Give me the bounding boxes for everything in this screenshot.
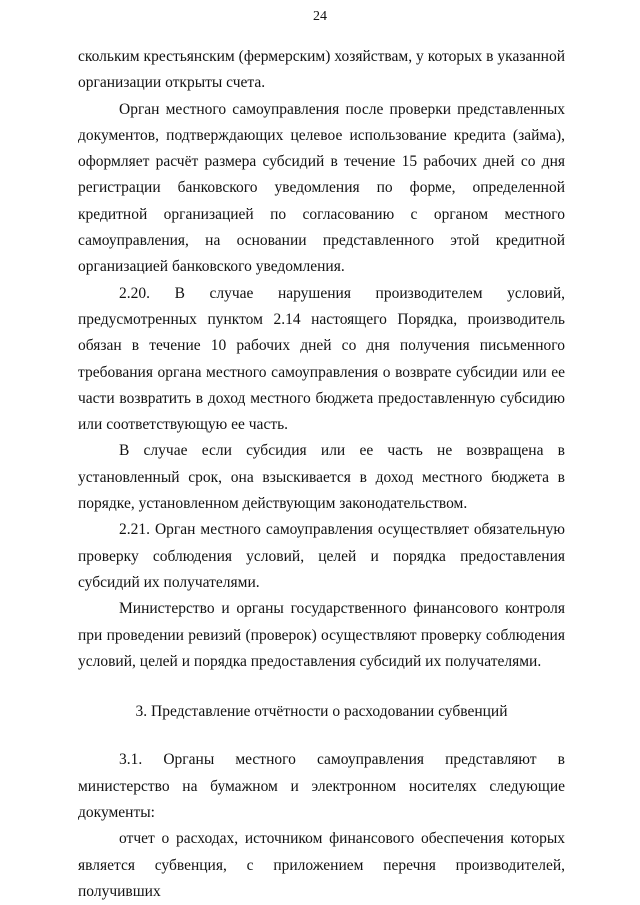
paragraph-2-20: 2.20. В случае нарушения производителем условий, предусмотренных пунктом 2.14 настоящего Порядка, производитель обязан в течение 10 рабочих дней со дня получения письменного требования органа местного самоуправления о возврате субсидии или ее части возвратить в доход местного бюджета предоставленную субсидию или соответствующую ее часть. bbox=[78, 284, 565, 434]
section-heading: 3. Представление отчётности о расходовании субвенций bbox=[135, 703, 508, 721]
page-number: 24 bbox=[313, 9, 327, 24]
paragraph-expense-report: отчет о расходах, источником финансового обеспечения которых является субвенция, с приложением перечня производителей, получивших bbox=[78, 830, 565, 900]
paragraph-3-1: 3.1. Органы местного самоуправления представляют в министерство на бумажном и электронном носителях следующие документы: bbox=[78, 751, 565, 822]
paragraph-2-21: 2.21. Орган местного самоуправления осуществляет обязательную проверку соблюдения условий, целей и порядка предоставления субсидий их получателями. bbox=[78, 521, 565, 591]
paragraph-report-calculation: Орган местного самоуправления после проверки представленных документов, подтверждающих целевое использование кредита (займа), оформляет расчёт размера субсидий в течение 15 рабочих дней со дня регистрации банковского уведомления по форме, определенной кредитной организацией по согласованию с органом местного самоуправления, на основании представленного этой кредитной организацией банковского уведомления. bbox=[78, 100, 565, 276]
document-body bbox=[78, 44, 565, 905]
paragraph-ministry-audit: Министерство и органы государственного финансового контроля при проведении ревизий (проверок) осуществляют проверку соблюдения условий, целей и порядка предоставления субсидий их получателями. bbox=[78, 600, 565, 670]
paragraph-recovery: В случае если субсидия или ее часть не возвращена в установленный срок, она взыскивается в доход местного бюджета в порядке, установленном действующим законодательством. bbox=[78, 442, 565, 513]
paragraph-continuation: скольким крестьянским (фермерским) хозяйствам, у которых в указанной организации открыты счета. bbox=[78, 48, 565, 92]
